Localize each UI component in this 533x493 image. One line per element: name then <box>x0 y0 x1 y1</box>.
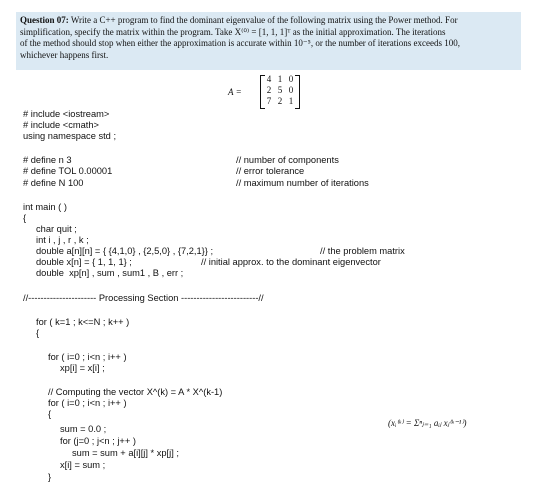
code-line: x[i] = sum ; <box>60 460 106 470</box>
code-line: double xp[n] , sum , sum1 , B , err ; <box>36 268 184 278</box>
code-line: sum = 0.0 ; <box>60 424 107 434</box>
code-line: # include <cmath> <box>23 120 99 130</box>
code-line: # define TOL 0.00001 <box>23 166 113 176</box>
code-line: int main ( ) <box>23 202 67 212</box>
matrix-cell: 0 <box>288 85 294 95</box>
code-line: for (j=0 ; j<n ; j++ ) <box>60 436 136 446</box>
code-line: using namespace std ; <box>23 131 117 141</box>
code-line: # include <iostream> <box>23 109 110 119</box>
code-line: { <box>48 409 52 419</box>
question-line-3: of the method should stop when either the approximation is accurate within 10⁻⁵, or the number of iterations exceeds 100, <box>20 38 461 48</box>
code-line: for ( k=1 ; k<=N ; k++ ) <box>36 317 130 327</box>
code-line: sum = sum + a[i][j] * xp[j] ; <box>72 448 179 458</box>
code-comment: // initial approx. to the dominant eigenvector <box>201 257 381 267</box>
matrix-cell: 2 <box>266 85 272 95</box>
code-comment: // maximum number of iterations <box>236 178 369 188</box>
code-comment: // number of components <box>236 155 339 165</box>
code-line: # define N 100 <box>23 178 84 188</box>
code-line: # define n 3 <box>23 155 72 165</box>
question-label: Question 07: <box>20 15 69 25</box>
code-line: int i , j , r , k ; <box>36 235 89 245</box>
code-line: double a[n][n] = { {4,1,0} , {2,5,0} , {7,2,1}} ; <box>36 246 214 256</box>
question-line-4: whichever happens first. <box>20 49 109 60</box>
code-line: { <box>36 328 40 338</box>
code-line: for ( i=0 ; i<n ; i++ ) <box>48 352 127 362</box>
matrix-cell: 5 <box>277 85 283 95</box>
code-line: for ( i=0 ; i<n ; i++ ) <box>48 398 127 408</box>
matrix-cell: 2 <box>277 96 283 106</box>
code-line: double x[n] = { 1, 1, 1} ; <box>36 257 132 267</box>
matrix-lhs: A = <box>228 87 242 97</box>
matrix-cell: 1 <box>288 96 294 106</box>
matrix-cell: 1 <box>277 74 283 84</box>
code-comment: // the problem matrix <box>320 246 405 256</box>
matrix-cell: 7 <box>266 96 272 106</box>
code-line: } <box>48 472 52 482</box>
sum-formula: (xᵢ⁽ᵏ⁾ = Σⁿⱼ₌₁ aᵢⱼ xⱼ⁽ᵏ⁻¹⁾) <box>388 418 467 428</box>
matrix-cell: 0 <box>288 74 294 84</box>
code-line: { <box>23 213 27 223</box>
section-divider: //---------------------- Processing Section -------------------------// <box>23 293 264 303</box>
question-box <box>16 12 521 70</box>
question-line-2: simplification, specify the matrix within the program. Take X⁽⁰⁾ = [1, 1, 1]ᵀ as the initial approximation. The iterations <box>20 26 446 37</box>
code-comment: // Computing the vector X^(k) = A * X^(k-1) <box>48 387 223 397</box>
question-line-1: Question 07: Write a C++ program to find the dominant eigenvalue of the following matrix using the Power method. For <box>20 15 458 25</box>
code-comment: // error tolerance <box>236 166 305 176</box>
matrix-a <box>260 73 300 109</box>
code-line: char quit ; <box>36 224 77 234</box>
matrix-cell: 4 <box>266 74 272 84</box>
code-line: xp[i] = x[i] ; <box>60 363 105 373</box>
